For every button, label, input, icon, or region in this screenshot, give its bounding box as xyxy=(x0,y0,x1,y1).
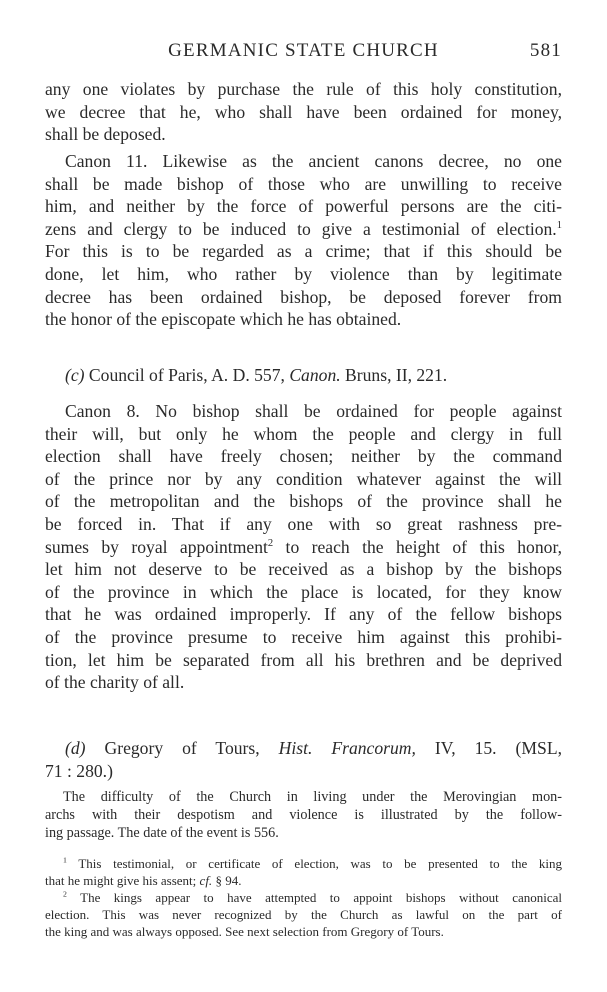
text-span: to reach the height of this honor, xyxy=(273,536,562,557)
text-line xyxy=(45,855,562,872)
text-line: their will, but only he whom the people and clergy in full xyxy=(45,423,562,444)
footnote-marker: 1 xyxy=(63,855,67,865)
text-block-canon8 xyxy=(45,400,562,694)
text-span: cf. xyxy=(199,873,213,888)
text-line: him, and neither by the force of powerful persons are the citi- xyxy=(45,196,562,217)
text-line xyxy=(45,872,562,889)
text-span: § 94. xyxy=(212,873,242,888)
footnote-marker: 2 xyxy=(267,537,274,549)
running-title: GERMANIC STATE CHURCH xyxy=(168,40,439,61)
text-line: tion, let him be separated from all his brethren and be deprived xyxy=(45,649,562,670)
page-number: 581 xyxy=(529,40,562,61)
text-line: archs with their despotism and violence is illustrated by the follow- xyxy=(45,807,562,823)
text-span: Gregory of Tours, xyxy=(85,738,279,758)
text-block-p1 xyxy=(45,78,562,146)
text-line: of the metropolitan and the bishops of the province shall he xyxy=(45,491,562,512)
text-line: ing passage. The date of the event is 556. xyxy=(45,825,279,841)
text-span: Hist. Francorum, xyxy=(278,738,416,758)
text-span: Bruns, II, 221. xyxy=(340,365,448,385)
text-span: Canon. xyxy=(289,365,341,385)
text-line: of the prince nor by any condition whatever against the will xyxy=(45,468,562,489)
text-line: we decree that he, who shall have been ordained for money, xyxy=(45,101,562,122)
text-line: let him not deserve to be received as a bishop by the bishops xyxy=(45,559,562,580)
text-line: The difficulty of the Church in living under the Merovingian mon- xyxy=(63,789,562,805)
text-block-heading-d xyxy=(45,737,562,782)
text-line: done, let him, who rather by violence than by legitimate xyxy=(45,263,562,284)
text-line: of the province presume to receive him against this prohibi- xyxy=(45,626,562,647)
text-line: the honor of the episcopate which he has obtained. xyxy=(45,309,402,330)
text-span: zens and clergy to be induced to give a testimonial of election. xyxy=(45,218,557,239)
text-line: of the province in which the place is located, for they know xyxy=(45,581,562,602)
text-line: For this is to be regarded as a crime; that if this should be xyxy=(45,241,562,262)
text-line: the king and was always opposed. See next selection from Gregory of Tours. xyxy=(45,924,444,939)
text-line: of the charity of all. xyxy=(45,672,185,693)
text-line xyxy=(45,218,562,241)
text-span: that he might give his assent; xyxy=(45,873,200,888)
text-line: shall be made bishop of those who are unwilling to receive xyxy=(45,173,562,194)
text-block-intro xyxy=(45,788,562,842)
text-line: Canon 8. No bishop shall be ordained for people against xyxy=(65,401,562,421)
text-span: The kings appear to have attempted to appoint bishops without canonical xyxy=(66,890,562,905)
text-line: election shall have freely chosen; neither by the command xyxy=(45,446,562,467)
text-span: (c) xyxy=(65,365,85,385)
text-block-canon11 xyxy=(45,150,562,331)
text-span: IV, 15. (MSL, xyxy=(415,738,562,758)
text-line: 71 : 280.) xyxy=(45,760,113,781)
text-line: any one violates by purchase the rule of this holy constitution, xyxy=(45,79,562,99)
text-line: decree has been ordained bishop, be deposed forever from xyxy=(45,286,562,307)
text-block-footnotes xyxy=(45,855,562,940)
text-line xyxy=(45,889,562,906)
running-header xyxy=(45,40,562,66)
footnote-marker: 1 xyxy=(556,219,562,231)
text-line: election. This was never recognized by the Church as lawful on the part of xyxy=(45,907,562,922)
text-span: sumes by royal appointment xyxy=(45,536,268,557)
text-span: This testimonial, or certificate of election, was to be presented to the king xyxy=(66,856,562,871)
text-line xyxy=(45,364,562,387)
text-line xyxy=(45,737,562,760)
text-line: that he was ordained improperly. If any of the fellow bishops xyxy=(45,604,562,625)
text-block-heading-c xyxy=(45,364,562,387)
footnote-marker: 2 xyxy=(63,889,67,899)
text-span: (d) xyxy=(65,738,86,758)
text-line: shall be deposed. xyxy=(45,124,166,145)
text-line: Canon 11. Likewise as the ancient canons decree, no one xyxy=(65,151,562,171)
text-line xyxy=(45,536,562,559)
text-line: be forced in. That if any one with so great rashness pre- xyxy=(45,513,562,534)
text-span: Council of Paris, A. D. 557, xyxy=(84,365,290,385)
